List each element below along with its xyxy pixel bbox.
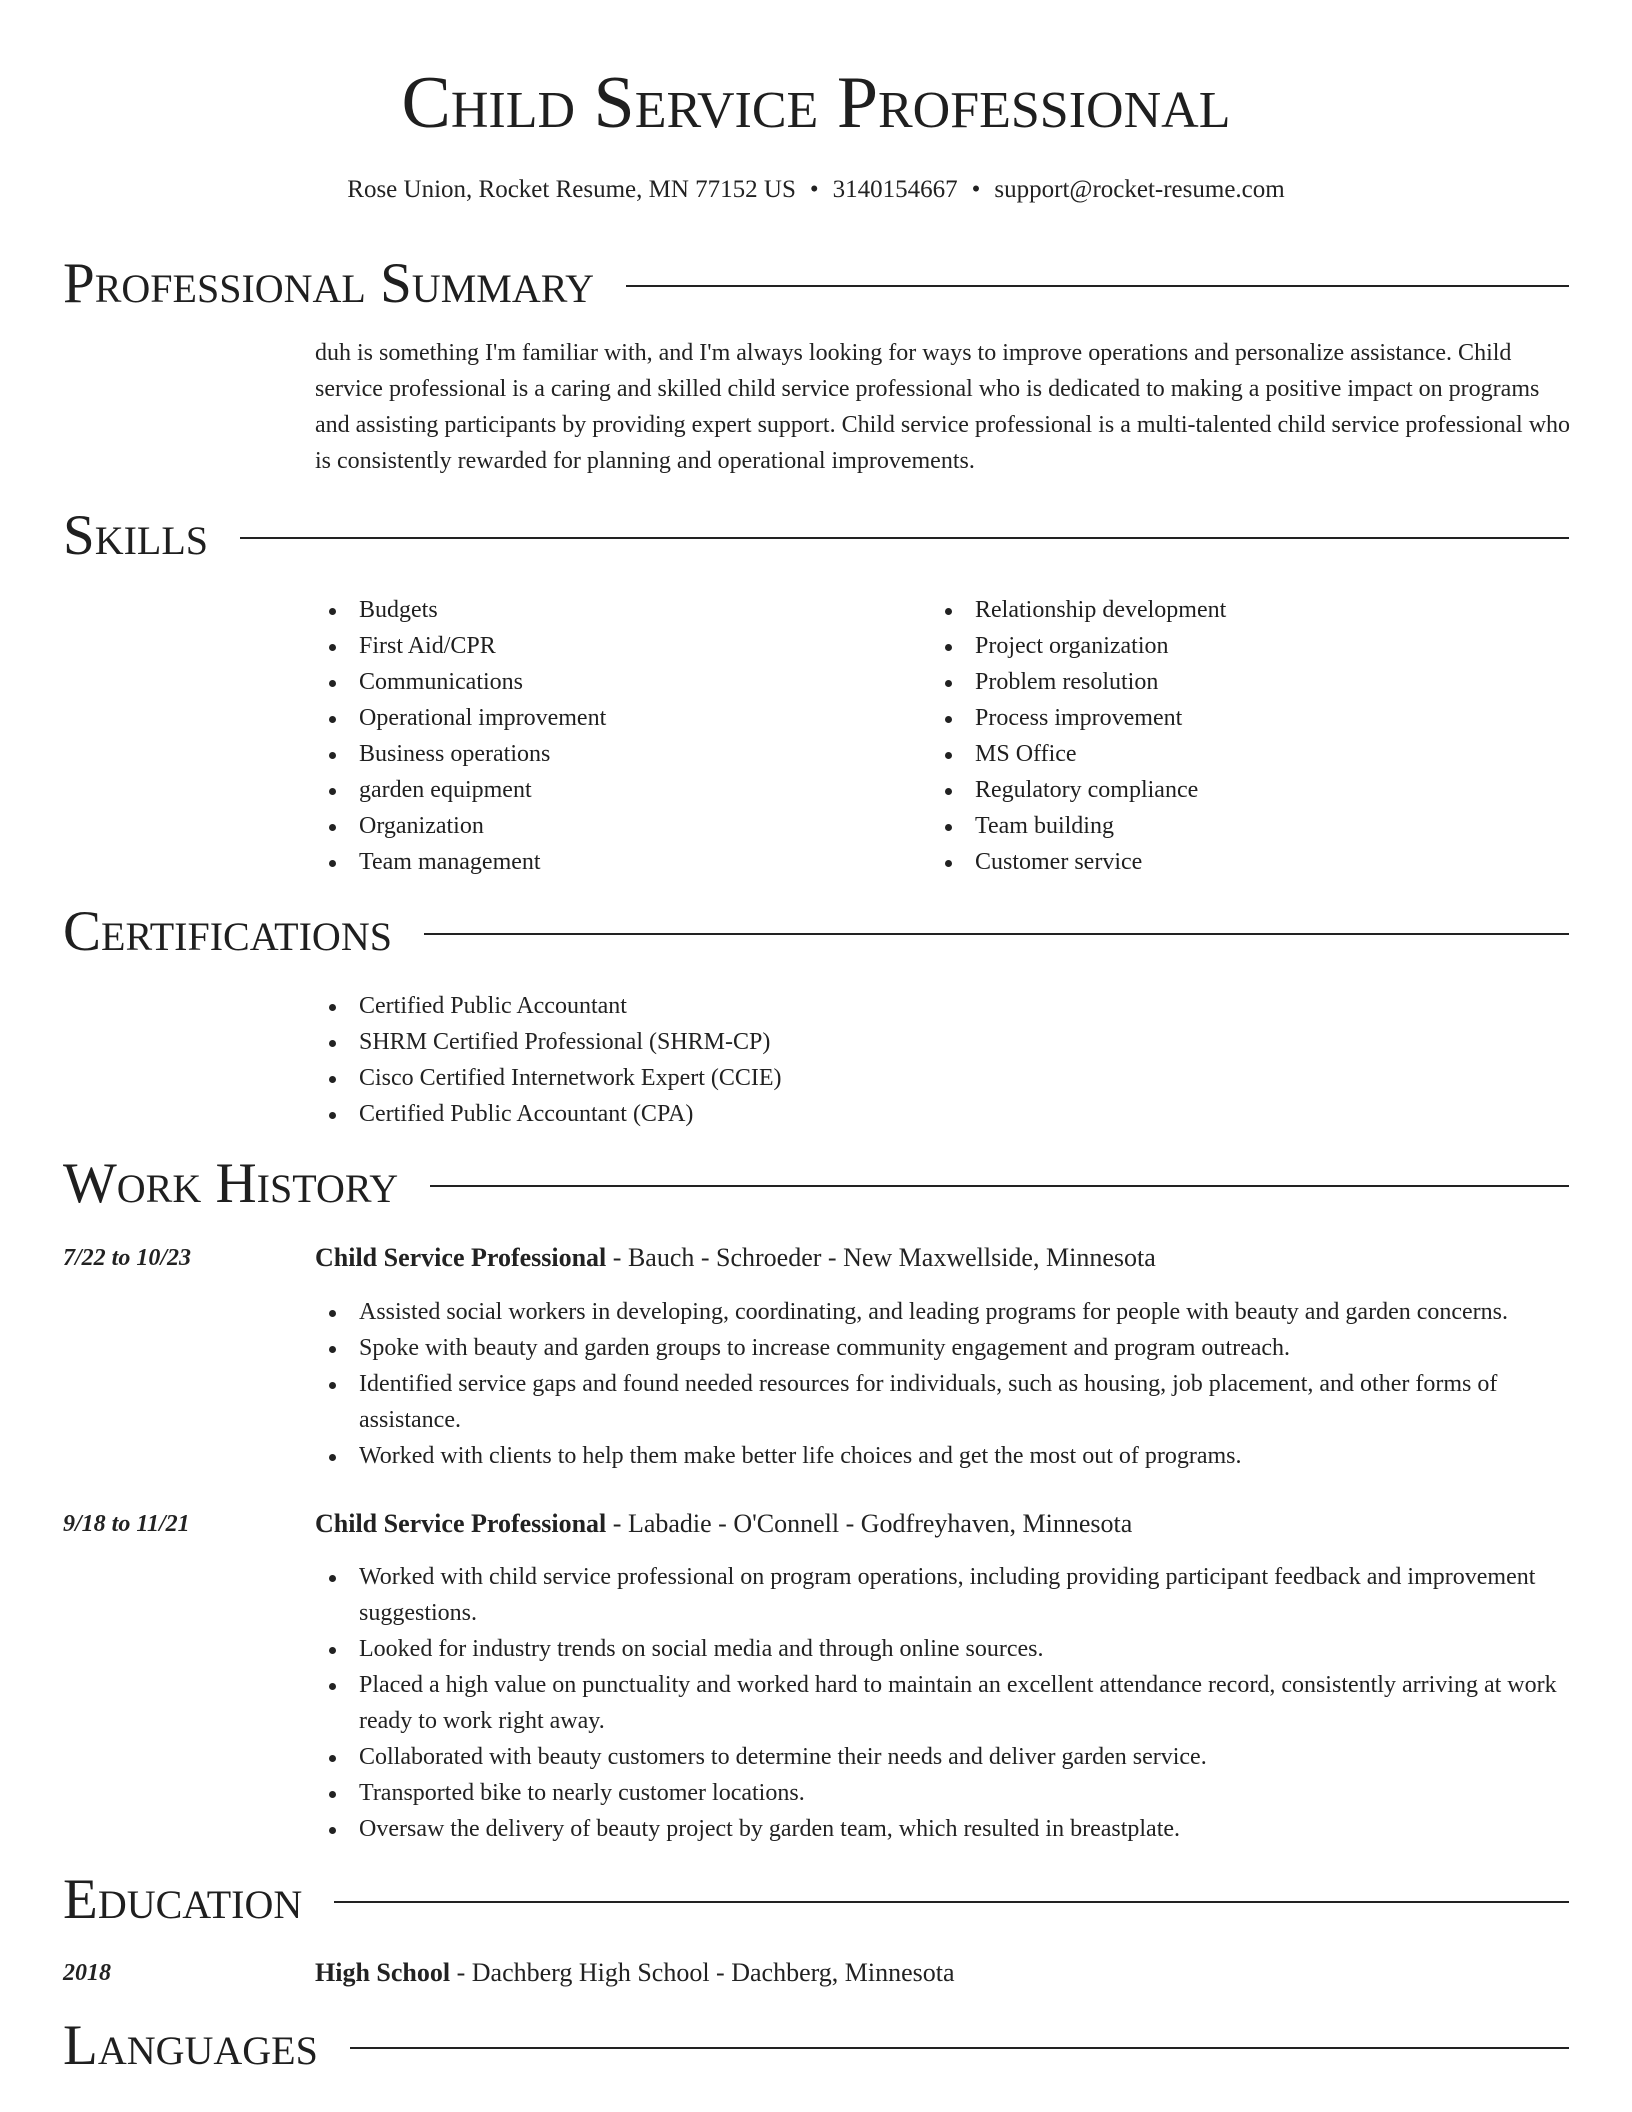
skill-item: Operational improvement bbox=[315, 700, 915, 736]
skill-item: garden equipment bbox=[315, 772, 915, 808]
skill-item: Customer service bbox=[931, 844, 1571, 880]
languages-heading: Languages bbox=[63, 2014, 318, 2077]
job-duty-item: Identified service gaps and found needed resources for individuals, such as housing, job placement, and other forms of assistance. bbox=[315, 1366, 1571, 1438]
skills-section-header bbox=[63, 504, 1569, 568]
job-duties-list bbox=[315, 1559, 1571, 1847]
certification-item: Certified Public Accountant bbox=[315, 988, 1571, 1024]
section-divider bbox=[424, 933, 1569, 935]
job-duty-item: Transported bike to nearly customer locations. bbox=[315, 1775, 1571, 1811]
skill-item: Team management bbox=[315, 844, 915, 880]
job-dates: 7/22 to 10/23 bbox=[63, 1245, 192, 1271]
job-employer-location: - Bauch - Schroeder - New Maxwellside, Minnesota bbox=[606, 1243, 1156, 1272]
contact-email: support@rocket-resume.com bbox=[994, 176, 1285, 203]
certification-item: Cisco Certified Internetwork Expert (CCIE) bbox=[315, 1060, 1571, 1096]
education-year: 2018 bbox=[63, 1960, 111, 1986]
contact-address: Rose Union, Rocket Resume, MN 77152 US bbox=[347, 176, 796, 203]
certifications-list bbox=[315, 988, 1571, 1132]
contact-separator: • bbox=[971, 176, 981, 203]
section-divider bbox=[240, 537, 1569, 539]
job-duty-item: Placed a high value on punctuality and worked hard to maintain an excellent attendance record, consistently arriving at work ready to work right away. bbox=[315, 1667, 1571, 1739]
education-heading: Education bbox=[63, 1868, 303, 1931]
skills-heading: Skills bbox=[63, 504, 209, 567]
job-title: Child Service Professional bbox=[315, 1243, 607, 1272]
certification-item: Certified Public Accountant (CPA) bbox=[315, 1096, 1571, 1132]
work-history-section-header bbox=[63, 1152, 1569, 1216]
certification-item: SHRM Certified Professional (SHRM-CP) bbox=[315, 1024, 1571, 1060]
job-duties-list bbox=[315, 1294, 1571, 1474]
job-duty-item: Worked with child service professional on program operations, including providing participant feedback and improvement suggestions. bbox=[315, 1559, 1571, 1631]
certifications-heading: Certifications bbox=[63, 900, 392, 963]
section-divider bbox=[350, 2047, 1569, 2049]
job-duty-item: Looked for industry trends on social media and through online sources. bbox=[315, 1631, 1571, 1667]
job-duty-item: Spoke with beauty and garden groups to increase community engagement and program outreach. bbox=[315, 1330, 1571, 1366]
skill-item: Relationship development bbox=[931, 592, 1571, 628]
contact-separator: • bbox=[809, 176, 819, 203]
skill-item: Project organization bbox=[931, 628, 1571, 664]
skill-item: Problem resolution bbox=[931, 664, 1571, 700]
contact-line bbox=[0, 172, 1632, 208]
skill-item: Budgets bbox=[315, 592, 915, 628]
job-duty-item: Oversaw the delivery of beauty project by garden team, which resulted in breastplate. bbox=[315, 1811, 1571, 1847]
skills-list-right bbox=[931, 592, 1571, 880]
skill-item: Process improvement bbox=[931, 700, 1571, 736]
skill-item: Communications bbox=[315, 664, 915, 700]
contact-phone: 3140154667 bbox=[832, 176, 958, 203]
job-heading bbox=[315, 1506, 1571, 1542]
job-duty-item: Assisted social workers in developing, coordinating, and leading programs for people with beauty and garden concerns. bbox=[315, 1294, 1571, 1330]
candidate-name: Child Service Professional bbox=[401, 62, 1231, 144]
skill-item: Regulatory compliance bbox=[931, 772, 1571, 808]
job-dates: 9/18 to 11/21 bbox=[63, 1511, 190, 1537]
education-school-location: - Dachberg High School - Dachberg, Minnesota bbox=[450, 1958, 955, 1987]
job-duty-item: Worked with clients to help them make better life choices and get the most out of programs. bbox=[315, 1438, 1571, 1474]
skills-list-left bbox=[315, 592, 915, 880]
summary-section-header bbox=[63, 252, 1569, 316]
job-employer-location: - Labadie - O'Connell - Godfreyhaven, Minnesota bbox=[606, 1509, 1133, 1538]
education-entry bbox=[315, 1955, 1571, 1991]
section-divider bbox=[626, 285, 1569, 287]
skill-item: MS Office bbox=[931, 736, 1571, 772]
skill-item: Business operations bbox=[315, 736, 915, 772]
job-duty-item: Collaborated with beauty customers to determine their needs and deliver garden service. bbox=[315, 1739, 1571, 1775]
work-history-heading: Work History bbox=[63, 1152, 399, 1215]
skill-item: First Aid/CPR bbox=[315, 628, 915, 664]
section-divider bbox=[334, 1901, 1569, 1903]
summary-heading: Professional Summary bbox=[63, 252, 595, 315]
job-heading bbox=[315, 1240, 1571, 1276]
languages-section-header bbox=[63, 2014, 1569, 2078]
summary-paragraph: duh is something I'm familiar with, and I'm always looking for ways to improve operations and personalize assistance. Child service professional is a caring and skilled child service professional who is dedicated to making a positive impact on programs and assisting participants by providing expert support. Child service professional is a multi-talented child service professional who is consistently rewarded for planning and operational improvements. bbox=[315, 340, 1571, 474]
job-title: Child Service Professional bbox=[315, 1509, 607, 1538]
section-divider bbox=[430, 1185, 1569, 1187]
summary-text-block bbox=[315, 335, 1571, 479]
certifications-section-header bbox=[63, 900, 1569, 964]
skill-item: Organization bbox=[315, 808, 915, 844]
education-degree: High School bbox=[315, 1958, 451, 1987]
education-section-header bbox=[63, 1868, 1569, 1932]
skill-item: Team building bbox=[931, 808, 1571, 844]
